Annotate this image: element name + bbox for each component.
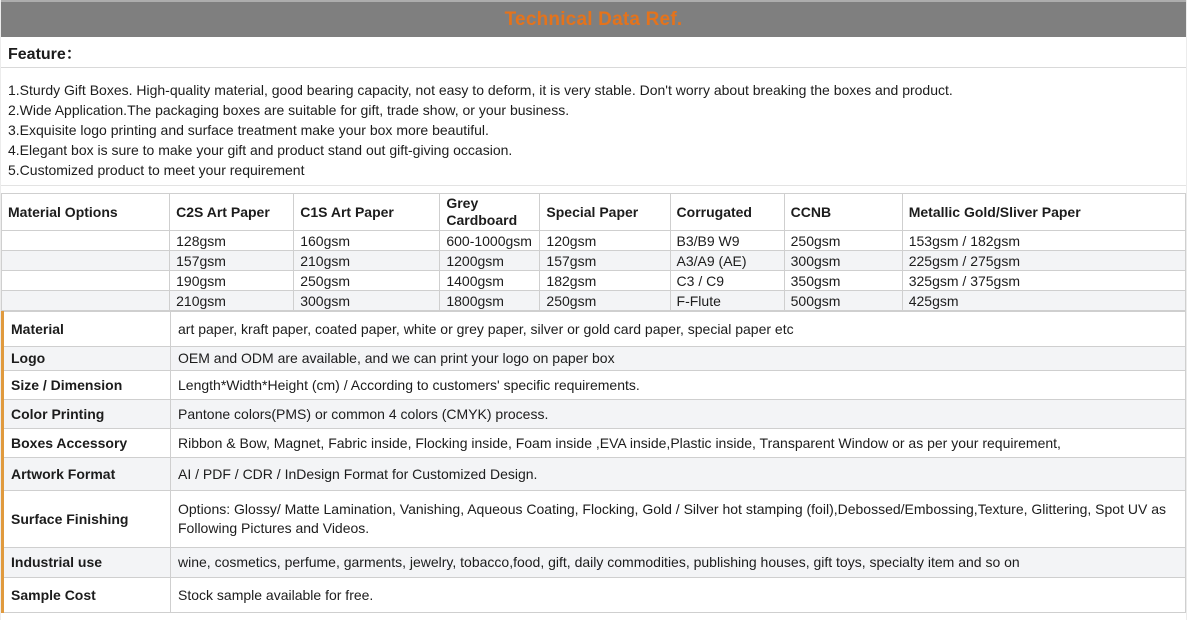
materials-cell: 500gsm — [784, 291, 902, 311]
materials-cell: 1800gsm — [440, 291, 540, 311]
materials-header-cell: Grey Cardboard — [440, 194, 540, 231]
materials-cell: 300gsm — [294, 291, 440, 311]
materials-cell: A3/A9 (AE) — [670, 251, 784, 271]
spec-value: AI / PDF / CDR / InDesign Format for Customized Design. — [171, 458, 1186, 491]
spec-value: Pantone colors(PMS) or common 4 colors (CMYK) process. — [171, 400, 1186, 429]
materials-cell: 1200gsm — [440, 251, 540, 271]
materials-cell: 160gsm — [294, 231, 440, 251]
feature-list — [1, 68, 1186, 186]
materials-table — [1, 193, 1186, 311]
materials-header-cell: CCNB — [784, 194, 902, 231]
spec-label: Boxes Accessory — [3, 429, 171, 458]
feature-item: 3.Exquisite logo printing and surface treatment make your box more beautiful. — [8, 122, 489, 138]
spec-label: Size / Dimension — [3, 371, 171, 400]
spec-row — [3, 429, 1186, 458]
materials-header-cell: C1S Art Paper — [294, 194, 440, 231]
materials-cell: 325gsm / 375gsm — [902, 271, 1185, 291]
spec-label: Color Printing — [3, 400, 171, 429]
feature-item: 4.Elegant box is sure to make your gift and product stand out gift-giving occasion. — [8, 142, 513, 158]
materials-cell: 250gsm — [784, 231, 902, 251]
feature-item: 2.Wide Application.The packaging boxes are suitable for gift, trade show, or your business. — [8, 102, 570, 118]
spec-value: OEM and ODM are available, and we can print your logo on paper box — [171, 347, 1186, 371]
spec-label: Material — [3, 312, 171, 347]
materials-header-cell: Special Paper — [540, 194, 670, 231]
spec-row — [3, 491, 1186, 548]
materials-cell: 300gsm — [784, 251, 902, 271]
spec-row — [3, 578, 1186, 613]
spec-value: Stock sample available for free. — [171, 578, 1186, 613]
materials-row — [2, 291, 1186, 311]
materials-row — [2, 251, 1186, 271]
materials-cell: 425gsm — [902, 291, 1185, 311]
materials-cell: 210gsm — [170, 291, 294, 311]
materials-cell — [2, 271, 170, 291]
materials-header-cell: C2S Art Paper — [170, 194, 294, 231]
materials-header-cell: Metallic Gold/Sliver Paper — [902, 194, 1185, 231]
spec-label: Industrial use — [3, 548, 171, 578]
spec-row — [3, 371, 1186, 400]
page-title: Technical Data Ref. — [504, 8, 683, 30]
materials-cell: 120gsm — [540, 231, 670, 251]
banner — [1, 0, 1186, 37]
spec-value: art paper, kraft paper, coated paper, white or grey paper, silver or gold card paper, special paper etc — [171, 312, 1186, 347]
spec-label: Artwork Format — [3, 458, 171, 491]
materials-cell: 153gsm / 182gsm — [902, 231, 1185, 251]
spec-row — [3, 347, 1186, 371]
spec-row — [3, 312, 1186, 347]
materials-cell: 1400gsm — [440, 271, 540, 291]
spec-table — [1, 311, 1186, 613]
feature-item: 1.Sturdy Gift Boxes. High-quality material, good bearing capacity, not easy to deform, it is very stable. Don't worry about breaking the boxes and product. — [8, 82, 953, 98]
materials-cell: 210gsm — [294, 251, 440, 271]
materials-cell: C3 / C9 — [670, 271, 784, 291]
spec-value: Options: Glossy/ Matte Lamination, Vanishing, Aqueous Coating, Flocking, Gold / Silver hot stamping (foil),Debossed/Embossing,Texture, Glittering, Spot UV as Following Pictures and Videos. — [171, 491, 1186, 548]
materials-cell: 157gsm — [170, 251, 294, 271]
spec-label: Sample Cost — [3, 578, 171, 613]
spec-row — [3, 458, 1186, 491]
materials-cell: 157gsm — [540, 251, 670, 271]
materials-cell: 350gsm — [784, 271, 902, 291]
spec-label: Logo — [3, 347, 171, 371]
materials-cell — [2, 251, 170, 271]
spec-value: wine, cosmetics, perfume, garments, jewelry, tobacco,food, gift, daily commodities, publishing houses, gift toys, specialty item and so on — [171, 548, 1186, 578]
spec-label: Surface Finishing — [3, 491, 171, 548]
spec-row — [3, 548, 1186, 578]
spec-value: Length*Width*Height (cm) / According to customers' specific requirements. — [171, 371, 1186, 400]
materials-row — [2, 271, 1186, 291]
materials-cell: 182gsm — [540, 271, 670, 291]
spec-row — [3, 400, 1186, 429]
materials-cell: 250gsm — [540, 291, 670, 311]
spec-value: Ribbon & Bow, Magnet, Fabric inside, Flocking inside, Foam inside ,EVA inside,Plastic inside, Transparent Window or as per your requirement, — [171, 429, 1186, 458]
materials-cell — [2, 291, 170, 311]
materials-cell: 250gsm — [294, 271, 440, 291]
materials-header-cell: Material Options — [2, 194, 170, 231]
materials-row — [2, 231, 1186, 251]
materials-cell: F-Flute — [670, 291, 784, 311]
feature-item: 5.Customized product to meet your requirement — [8, 162, 305, 178]
materials-cell: 190gsm — [170, 271, 294, 291]
materials-header-cell: Corrugated — [670, 194, 784, 231]
materials-cell — [2, 231, 170, 251]
materials-cell: 128gsm — [170, 231, 294, 251]
materials-cell: 225gsm / 275gsm — [902, 251, 1185, 271]
materials-cell: B3/B9 W9 — [670, 231, 784, 251]
materials-cell: 600-1000gsm — [440, 231, 540, 251]
materials-header-row — [2, 194, 1186, 231]
feature-heading: Feature： — [1, 37, 1186, 68]
